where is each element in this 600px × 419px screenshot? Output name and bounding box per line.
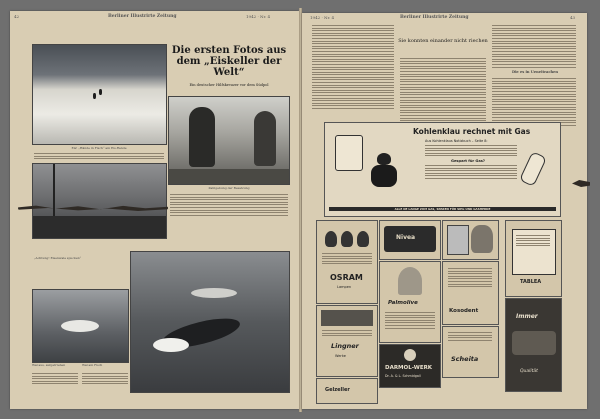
whale-small-photo <box>32 289 129 363</box>
gelzeller-ad <box>316 378 378 404</box>
caption-whale-spray: „Achtung! Eisenwale spucken“ <box>34 256 82 260</box>
left-issue: 1942 · Nr. 4 <box>246 14 271 19</box>
gas-ad-headline: Kohlenklau rechnet mit Gas <box>413 127 531 136</box>
gas-ad-footer: ALLE DE LANGE ZUM GAS, SPAREN FÜR SIEG UND GASHERDE <box>329 207 556 211</box>
palmolive-ad <box>379 261 441 343</box>
kohlenklau-gas-ad <box>324 122 561 217</box>
palmolive-brand: Palmolive <box>388 300 418 306</box>
right-page-number: 43 <box>570 15 576 20</box>
article-title: Die ersten Fotos aus dem „Eiskeller der Welt“ <box>171 45 287 78</box>
caption-whale-fish: Wal am Fisch <box>82 363 103 367</box>
right-issue: 1942 · Nr. 4 <box>310 15 335 20</box>
lingner-brand: Lingner <box>331 342 359 350</box>
article-subtitle: Ein deutscher Hilfskreuzer vor dem Südpol <box>189 83 269 87</box>
caption-penguins: Eis! „Hände in Fisch“ am Eis-Rande <box>71 146 127 150</box>
immer-sub: Qualität <box>520 369 538 374</box>
darmol-ad <box>379 344 441 388</box>
penguin-ice-photo <box>32 44 167 145</box>
side-heading: Die es in Ueneitrachen <box>511 70 559 74</box>
ship-deck-photo <box>32 163 167 239</box>
gas-cooker-icon <box>335 135 363 171</box>
osram-brand: OSRAM <box>330 273 363 282</box>
right-masthead: Berliner Illustrirte Zeitung <box>400 15 469 20</box>
scheita-ad <box>442 326 499 378</box>
gas-ad-sub: Aus Kohlenklaus Notizbuch – Seite 8: <box>425 139 488 143</box>
nivea-ad <box>379 220 441 260</box>
left-page-number: 42 <box>14 14 20 19</box>
kohlenklau-figure-icon <box>367 153 401 189</box>
immer-ad <box>505 298 562 392</box>
kosodent-brand: Kosodent <box>449 308 479 314</box>
scheita-brand: Scheita <box>451 355 479 363</box>
gas-flask-icon <box>519 151 547 187</box>
left-masthead: Berliner Illustrirte Zeitung <box>108 14 177 19</box>
darmol-sub: Dr. A. & L. Schmidgall <box>385 374 421 378</box>
woman-portrait-ad <box>442 220 499 260</box>
nivea-brand: Nivea <box>396 234 416 241</box>
lingner-sub: Werke <box>335 354 346 358</box>
immer-brand: Immer <box>516 313 538 320</box>
right-page <box>302 13 587 409</box>
right-article-heading: Sie konnten einander nicht riechen <box>398 38 488 44</box>
gas-ad-question: Gespart für Gas? <box>451 159 486 163</box>
darmol-brand: DARMOL-WERK <box>385 365 433 371</box>
gelzeller-brand: Gelzeller <box>325 387 350 393</box>
caption-sailors: Zahlgebung der Besatzung <box>208 186 250 190</box>
kosodent-ad <box>442 261 499 325</box>
whale-large-photo <box>130 251 290 393</box>
tablea-brand: TABLEA <box>520 279 542 285</box>
lingner-ad <box>316 305 378 377</box>
tablea-ad <box>505 220 562 297</box>
osram-sub: Lampen <box>337 285 352 289</box>
sailors-photo <box>168 96 290 185</box>
caption-whale-up: Wal aus, aufgetrieben <box>32 363 66 367</box>
osram-ad <box>316 220 378 304</box>
